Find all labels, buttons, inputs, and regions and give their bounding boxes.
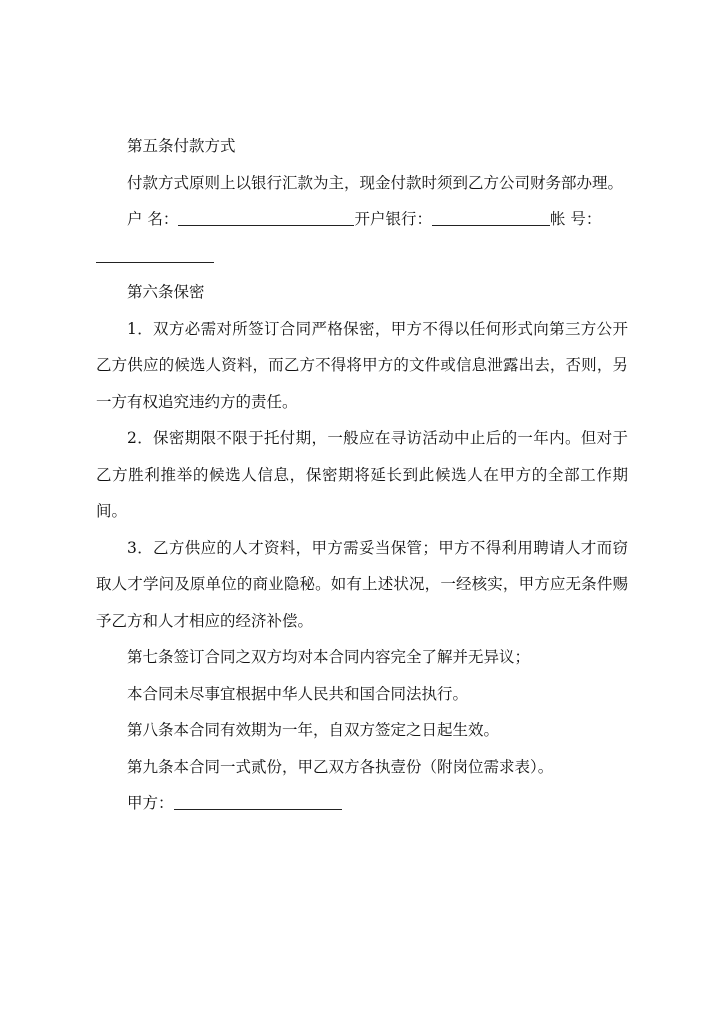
bank-blank[interactable] xyxy=(432,211,550,226)
account-number-label: 帐 号： xyxy=(549,210,602,228)
article-9: 第九条本合同一式贰份，甲乙双方各执壹份（附岗位需求表）。 xyxy=(127,757,554,776)
article-7-line-2: 本合同未尽事宜根据中华人民共和国合同法执行。 xyxy=(127,684,469,703)
article-5-body: 付款方式原则上以银行汇款为主，现金付款时须到乙方公司财务部办理。 xyxy=(127,173,624,192)
article-6-item-3: 3．乙方供应的人才资料，甲方需妥当保管；甲方不得利用聘请人才而窃取人才学问及原单位的商业隐秘。如有上述状况，一经核实，甲方应无条件赐予乙方和人才相应的经济补偿。 xyxy=(96,538,628,630)
account-number-blank[interactable] xyxy=(96,248,214,263)
account-name-label: 户 名： xyxy=(127,210,179,228)
article-7-line-1: 第七条签订合同之双方均对本合同内容完全了解并无异议； xyxy=(127,648,531,666)
article-5-title: 第五条付款方式 xyxy=(127,137,236,155)
account-info-line xyxy=(96,201,628,238)
bank-label: 开户银行： xyxy=(354,210,432,228)
contract-page xyxy=(96,128,628,822)
party-a-label: 甲方： xyxy=(127,794,174,812)
party-a-line xyxy=(96,785,628,822)
article-6-item-2: 2．保密期限不限于托付期，一般应在寻访活动中止后的一年内。但对于乙方胜利推举的候选人信息，保密期将延长到此候选人在甲方的全部工作期间。 xyxy=(96,429,628,520)
article-6-item-1: 1．双方必需对所签订合同严格保密，甲方不得以任何形式向第三方公开乙方供应的候选人资料，而乙方不得将甲方的文件或信息泄露出去，否则，另一方有权追究违约方的责任。 xyxy=(96,319,628,411)
account-name-blank[interactable] xyxy=(178,211,354,226)
article-6-title: 第六条保密 xyxy=(127,283,205,301)
account-number-line xyxy=(96,238,628,275)
article-8: 第八条本合同有效期为一年，自双方签定之日起生效。 xyxy=(127,721,500,739)
party-a-blank[interactable] xyxy=(174,795,342,810)
